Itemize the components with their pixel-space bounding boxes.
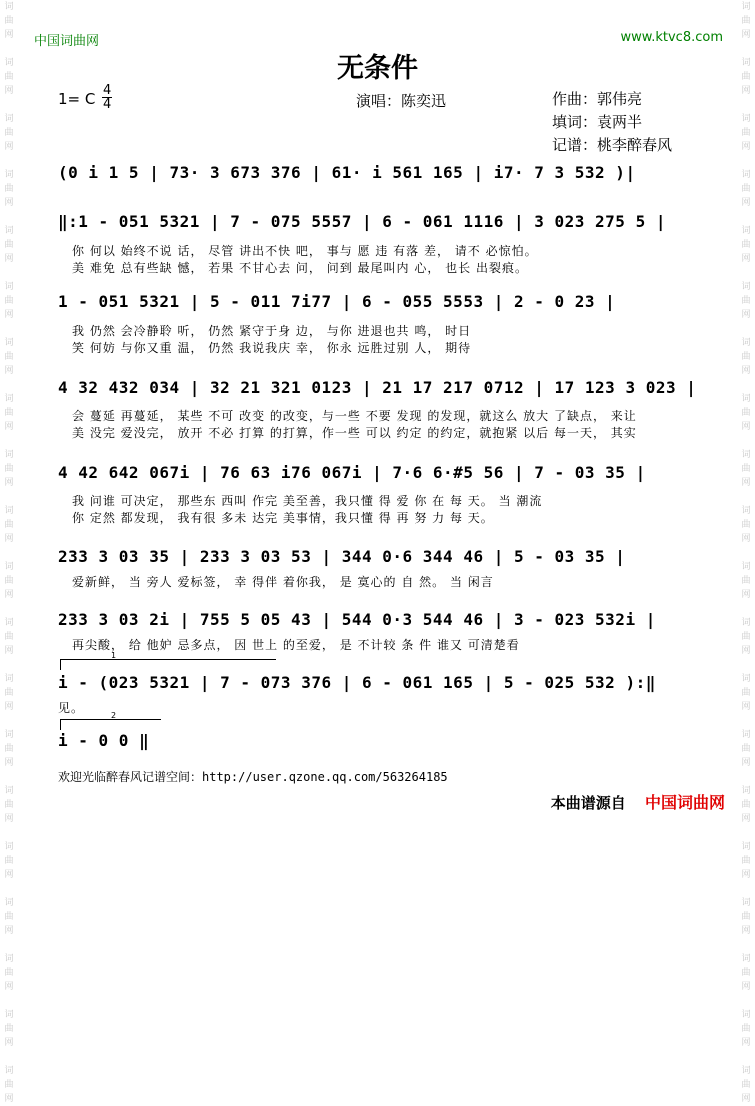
source-label: 本曲谱源自: [550, 794, 626, 812]
volta-bracket-1: [60, 651, 276, 670]
score-line-3-notes: 4 32 432 034 | 32 21 321 0123 | 21 17 217 0712 | 17 123 3 023 |: [58, 378, 697, 397]
score-line-7-lyric-1: 见。: [58, 701, 85, 715]
score-line-3-lyric-1: 会 蔓延 再蔓延， 某些 不可 改变 的改变，与一些 不要 发现 的发现，就这么 放大 了缺点， 来让: [72, 409, 637, 423]
key-signature: 1= C: [58, 90, 96, 108]
transcriber-credit: 记谱：桃李醉春风: [552, 136, 673, 154]
source-brand[interactable]: 中国词曲网: [644, 793, 725, 812]
score-line-1-lyric-1: 你 何以 始终不说 话， 尽管 讲出不快 吧， 事与 愿 违 有落 差， 请不 必惊怕。: [72, 244, 538, 258]
composer-credit: 作曲：郭伟亮: [552, 90, 643, 108]
score-line-1-notes: ‖:1 - 051 5321 | 7 - 075 5557 | 6 - 061 1116 | 3 023 275 5 |: [58, 212, 666, 231]
time-signature: [102, 84, 112, 111]
site-url-link[interactable]: www.ktvc8.com: [620, 30, 723, 45]
left-watermark: 词 曲 网 词 曲 网 词 曲 网 词 曲 网 词 曲 网 词 曲 网 词 曲 网 词 曲 网 词 曲 网 词 曲 网 词 曲 网 词 曲 网 词 曲 网 词 曲 网 词 曲 网 词 曲 网 词 曲 网 词 曲 网 词 曲 网 词 曲 网: [4, 2, 14, 1104]
source-footer: [551, 790, 725, 813]
volta-number-2: 2: [111, 711, 117, 720]
time-top: 4: [103, 83, 112, 98]
site-name[interactable]: 中国词曲网: [34, 34, 100, 49]
score-line-1-lyric-2: 美 难免 总有些缺 憾， 若果 不甘心去 问， 问到 最尾叫内 心， 也长 出裂痕。: [72, 261, 528, 275]
score-line-4-lyric-1: 我 问谁 可决定， 那些东 西叫 作完 美至善，我只懂 得 爱 你 在 每 天。 当 潮流: [72, 494, 543, 508]
score-line-2-lyric-1: 我 仍然 会冷静聆 听， 仍然 紧守于身 边， 与你 进退也共 鸣， 时日: [72, 324, 472, 338]
singer-credit: 演唱：陈奕迅: [356, 92, 447, 110]
right-watermark: 词 曲 网 词 曲 网 词 曲 网 词 曲 网 词 曲 网 词 曲 网 词 曲 网 词 曲 网 词 曲 网 词 曲 网 词 曲 网 词 曲 网 词 曲 网 词 曲 网 词 曲 网 词 曲 网 词 曲 网 词 曲 网 词 曲 网 词 曲 网: [741, 2, 751, 1104]
lyricist-credit: 填词：袁两半: [552, 113, 643, 131]
score-line-5-notes: 233 3 03 35 | 233 3 03 53 | 344 0·6 344 46 | 5 - 03 35 |: [58, 547, 626, 566]
volta-bracket-2: [60, 711, 161, 730]
score-line-6-notes: 233 3 03 2i | 755 5 05 43 | 544 0·3 544 46 | 3 - 023 532i |: [58, 610, 656, 629]
score-line-2-notes: 1 - 051 5321 | 5 - 011 7i77 | 6 - 055 5553 | 2 - 0 23 |: [58, 292, 616, 311]
score-line-4-lyric-2: 你 定然 都发现， 我有很 多未 达完 美事情，我只懂 得 再 努 力 每 天。: [72, 511, 494, 525]
song-title: 无条件: [337, 53, 418, 84]
score-line-5-lyric-1: 爱新鲜， 当 旁人 爱标签， 幸 得伴 着你我， 是 寞心的 自 然。 当 闲言: [72, 575, 494, 589]
score-line-8-notes: i - 0 0 ‖: [58, 731, 150, 750]
volta-number-1: 1: [111, 651, 117, 660]
time-bottom: 4: [103, 97, 112, 112]
score-line-2-lyric-2: 笑 何妨 与你又重 温， 仍然 我说我庆 幸， 你永 远胜过别 人， 期待: [72, 341, 472, 355]
visit-link[interactable]: 欢迎光临醉春风记谱空间：http://user.qzone.qq.com/563264185: [58, 770, 448, 784]
score-line-6-lyric-1: 再尖酸， 给 他妒 忌多点， 因 世上 的至爱， 是 不计较 条 件 谁又 可清楚看: [72, 638, 520, 652]
intro-notes: (0 i 1 5 | 73· 3 673 376 | 61· i 561 165 | i7· 7 3 532 )|: [58, 163, 636, 182]
score-line-4-notes: 4 42 642 067i | 76 63 i76 067i | 7·6 6·#5 56 | 7 - 03 35 |: [58, 463, 646, 482]
score-line-3-lyric-2: 美 没完 爱没完， 放开 不必 打算 的打算，作一些 可以 约定 的约定，就抱紧 以后 每一天， 其实: [72, 426, 637, 440]
score-line-7-notes: i - (023 5321 | 7 - 073 376 | 6 - 061 165 | 5 - 025 532 ):‖: [58, 673, 656, 692]
